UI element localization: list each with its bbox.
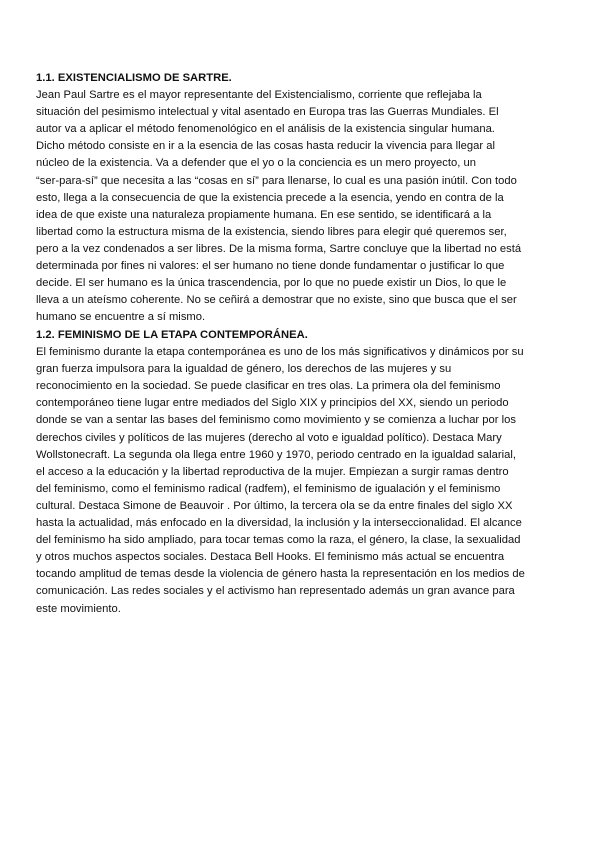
text-line: derechos civiles y políticos de las mujeres (derecho al voto e igualdad político). Destaca Mary: [36, 431, 502, 444]
text-line: del feminismo ha sido ampliado, para tocar temas como la raza, el género, la clase, la sexualidad: [36, 534, 521, 547]
section-heading: 1.1. EXISTENCIALISMO DE SARTRE.: [36, 72, 232, 84]
text-line: autor va a aplicar el método fenomenológico en el análisis de la existencia singular humana.: [36, 123, 495, 136]
text-line: idea de que existe una naturaleza propiamente humana. En ese sentido, se identificará a la: [36, 208, 492, 221]
text-line: Jean Paul Sartre es el mayor representante del Existencialismo, corriente que reflejaba la: [36, 89, 482, 102]
text-line: este movimiento.: [36, 602, 121, 615]
text-line: libertad como la estructura misma de la existencia, siendo libres para elegir qué queremos ser,: [36, 225, 507, 238]
text-line: Dicho método consiste en ir a la esencia de las cosas hasta reducir la vivencia para llegar al: [36, 140, 495, 153]
section-existencialismo: [36, 70, 576, 326]
text-line: lleva a un ateísmo coherente. No se ceñirá a demostrar que no existe, sino que busca que el ser: [36, 294, 517, 307]
section-heading: 1.2. FEMINISMO DE LA ETAPA CONTEMPORÁNEA.: [36, 329, 308, 341]
text-line: tocando amplitud de temas desde la violencia de género hasta la representación en los medios de: [36, 568, 525, 581]
text-line: El feminismo durante la etapa contemporánea es uno de los más significativos y dinámicos por su: [36, 346, 524, 359]
text-line: esto, llega a la consecuencia de que la existencia precede a la esencia, yendo en contra de la: [36, 191, 504, 204]
section-body: [36, 87, 576, 326]
text-line: donde se van a sentar las bases del feminismo como movimiento y se comienza a luchar por los: [36, 414, 517, 427]
text-line: Wollstonecraft. La segunda ola llega entre 1960 y 1970, periodo centrado en la igualdad salarial,: [36, 448, 517, 461]
text-line: núcleo de la existencia. Va a defender que el yo o la conciencia es un mero proyecto, un: [36, 157, 477, 170]
text-line: determinada por fines ni valores: el ser humano no tiene donde fundamentar o justificar lo que: [36, 260, 505, 273]
text-line: gran fuerza impulsora para la igualdad de género, los derechos de las mujeres y su: [36, 363, 452, 376]
text-line: hasta la actualidad, más enfocado en la diversidad, la inclusión y la interseccionalidad. El alcance: [36, 517, 522, 530]
text-line: humano se encuentre a sí mismo.: [36, 311, 206, 324]
section-body: [36, 344, 576, 618]
text-line: pero a la vez condenados a ser libres. De la misma forma, Sartre concluye que la libertad no está: [36, 242, 522, 255]
text-line: comunicación. Las redes sociales y el activismo han representado además un gran avance para: [36, 585, 515, 598]
text-line: decide. El ser humano es la única trascendencia, por lo que no puede existir un Dios, lo que le: [36, 277, 507, 290]
text-line: el acceso a la educación y la libertad reproductiva de la mujer. Empiezan a surgir ramas dentro: [36, 465, 509, 478]
text-line: “ser-para-sí” que necesita a las “cosas en sí” para llenarse, lo cual es una pasión inútil. Con todo: [36, 174, 517, 187]
text-line: situación del pesimismo intelectual y vital asentado en Europa tras las Guerras Mundiales. El: [36, 106, 499, 119]
text-line: del feminismo, como el feminismo radical (radfem), el feminismo de igualación y el feminismo: [36, 482, 501, 495]
text-line: reconocimiento en la sociedad. Se puede clasificar en tres olas. La primera ola del feminismo: [36, 380, 501, 393]
text-line: y otros muchos aspectos sociales. Destaca Bell Hooks. El feminismo más actual se encuentra: [36, 551, 505, 564]
text-line: cultural. Destaca Simone de Beauvoir . Por último, la tercera ola se da entre finales del siglo XX: [36, 499, 513, 512]
section-feminismo: [36, 327, 576, 618]
text-line: contemporáneo tiene lugar entre mediados del Siglo XIX y principios del XX, siendo un periodo: [36, 397, 509, 410]
